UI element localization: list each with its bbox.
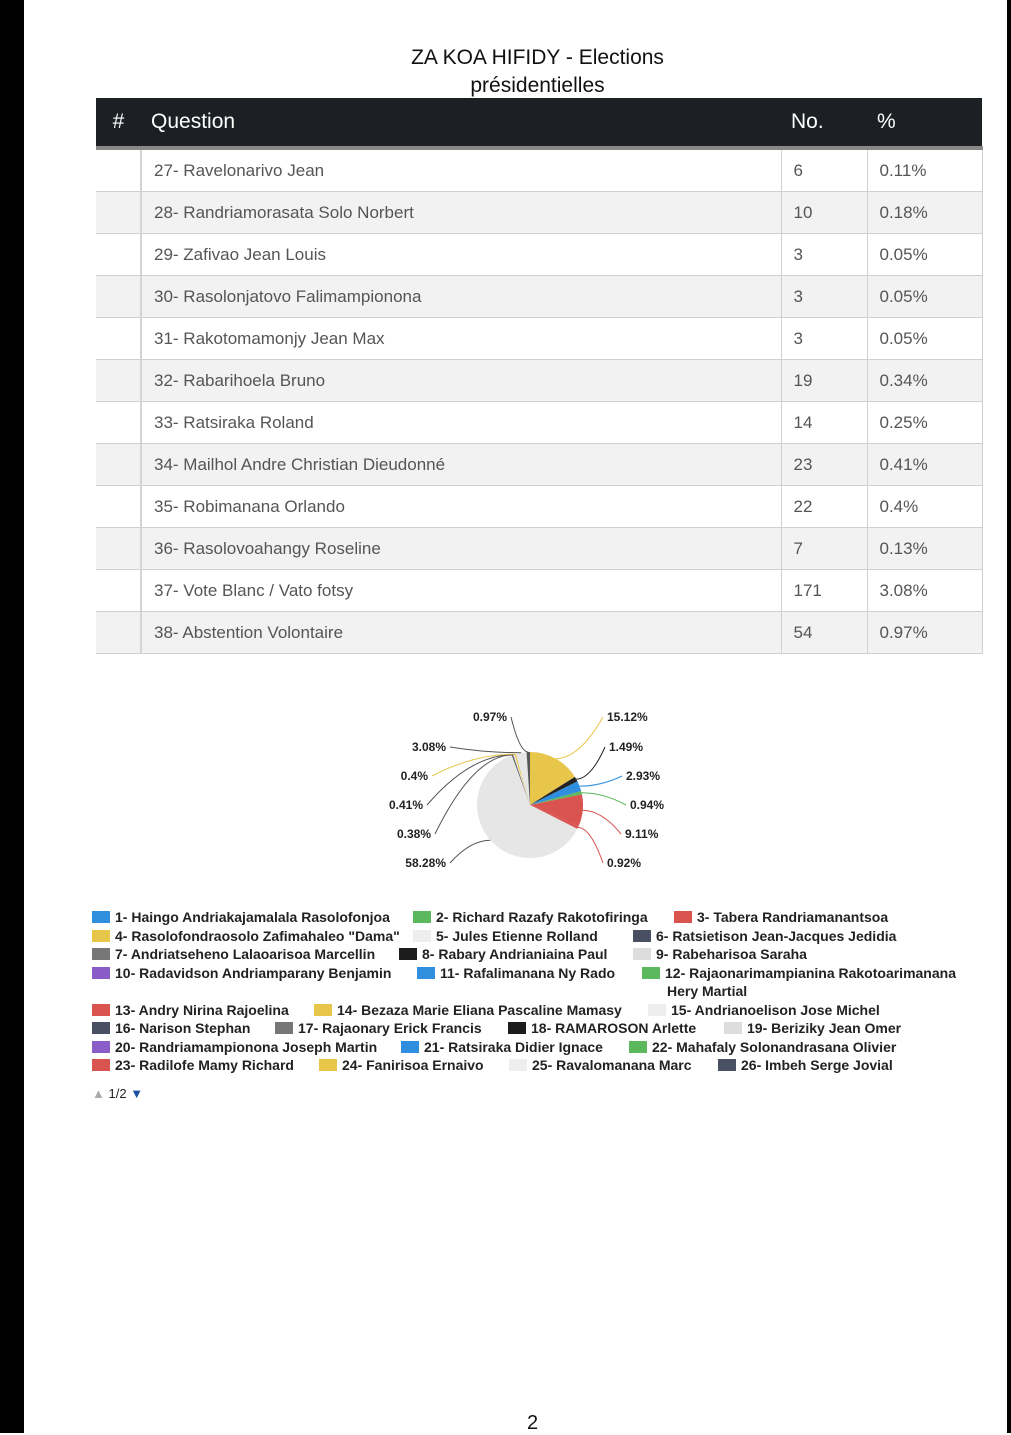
legend-item[interactable] [629, 1039, 896, 1055]
legend-item[interactable] [92, 946, 375, 962]
row-index-cell [96, 528, 141, 570]
legend-swatch [724, 1022, 742, 1034]
row-percent-cell: 0.13% [867, 528, 982, 570]
legend-label: 3- Tabera Randriamanantsoa [697, 909, 889, 925]
pie-leader-line [511, 717, 528, 752]
pie-leader-line [556, 717, 603, 759]
legend-swatch [92, 1004, 110, 1016]
row-index-cell [96, 318, 141, 360]
row-question-cell: 30- Rasolonjatovo Falimampionona [141, 276, 781, 318]
right-black-border [1007, 0, 1011, 1433]
legend-swatch [509, 1059, 527, 1071]
pie-slice-label: 0.4% [400, 769, 428, 783]
row-percent-cell: 0.05% [867, 234, 982, 276]
row-percent-cell: 0.18% [867, 192, 982, 234]
legend-swatch [314, 1004, 332, 1016]
row-count-cell: 3 [781, 276, 867, 318]
table-row [96, 570, 982, 612]
legend-label: 23- Radilofe Mamy Richard [115, 1057, 294, 1073]
legend-item[interactable] [401, 1039, 603, 1055]
legend-swatch [275, 1022, 293, 1034]
pie-slice-label: 0.38% [396, 827, 431, 841]
legend-item[interactable] [314, 1002, 622, 1018]
legend-item[interactable] [633, 946, 807, 962]
row-question-cell: 34- Mailhol Andre Christian Dieudonné [141, 444, 781, 486]
table-header-row [96, 98, 982, 148]
row-index-cell [96, 402, 141, 444]
table-row [96, 486, 982, 528]
legend-swatch [642, 967, 660, 979]
row-percent-cell: 0.4% [867, 486, 982, 528]
legend-label: 20- Randriamampionona Joseph Martin [115, 1038, 378, 1055]
row-percent-cell: 0.97% [867, 612, 982, 654]
table-row [96, 148, 982, 192]
legend-swatch [718, 1059, 736, 1071]
table-row [96, 402, 982, 444]
legend-row [92, 965, 972, 984]
legend-label: 16- Narison Stephan [115, 1020, 251, 1036]
results-table [96, 98, 983, 654]
pie-leader-line [576, 747, 605, 779]
pie-slice-label: 58.28% [405, 856, 446, 870]
legend-item[interactable] [92, 928, 400, 944]
legend-swatch [92, 1041, 110, 1053]
legend-swatch [508, 1022, 526, 1034]
legend-swatch [633, 930, 651, 942]
row-question-cell: 32- Rabarihoela Bruno [141, 360, 781, 402]
row-count-cell: 3 [781, 234, 867, 276]
header-count: No. [781, 98, 867, 148]
legend-item[interactable] [417, 965, 615, 981]
row-index-cell [96, 570, 141, 612]
row-percent-cell: 0.25% [867, 402, 982, 444]
row-count-cell: 10 [781, 192, 867, 234]
row-count-cell: 19 [781, 360, 867, 402]
legend-swatch [413, 930, 431, 942]
legend-item[interactable] [508, 1020, 696, 1036]
legend-label: 17- Rajaonary Erick Francis [298, 1020, 482, 1036]
legend-label: 26- Imbeh Serge Jovial [741, 1057, 893, 1073]
row-index-cell [96, 612, 141, 654]
header-hash: # [96, 98, 141, 148]
legend-swatch [92, 1022, 110, 1034]
legend-item[interactable] [642, 965, 956, 981]
legend-item[interactable] [92, 1057, 294, 1073]
legend-label: 1- Haingo Andriakajamalala Rasolofonjoa [115, 909, 390, 925]
legend-label: 25- Ravalomanana Marc [532, 1057, 692, 1073]
row-index-cell [96, 360, 141, 402]
row-percent-cell: 0.41% [867, 444, 982, 486]
legend-item[interactable] [92, 1002, 289, 1018]
legend-swatch [674, 911, 692, 923]
row-question-cell: 27- Ravelonarivo Jean [141, 148, 781, 192]
table-row [96, 360, 982, 402]
pie-slice-label: 0.41% [388, 798, 423, 812]
table-body [96, 148, 982, 654]
legend-label: 6- Ratsietison Jean-Jacques Jedidia [656, 927, 897, 944]
legend-label: 11- Rafalimanana Ny Rado [440, 964, 616, 981]
row-question-cell: 37- Vote Blanc / Vato fotsy [141, 570, 781, 612]
row-index-cell [96, 148, 141, 192]
row-index-cell [96, 234, 141, 276]
page-up-icon[interactable]: ▲ [92, 1086, 105, 1101]
row-question-cell: 28- Randriamorasata Solo Norbert [141, 192, 781, 234]
row-percent-cell: 0.11% [867, 148, 982, 192]
row-percent-cell: 0.05% [867, 318, 982, 360]
row-index-cell [96, 486, 141, 528]
legend-label: 15- Andrianoelison Jose Michel [671, 1001, 880, 1018]
legend-swatch [633, 948, 651, 960]
legend-item[interactable] [633, 928, 896, 944]
row-index-cell [96, 444, 141, 486]
row-count-cell: 7 [781, 528, 867, 570]
legend-row [92, 983, 972, 1002]
left-black-border [0, 0, 24, 1433]
legend-row [92, 1057, 972, 1076]
pie-leader-line [450, 840, 490, 863]
row-count-cell: 171 [781, 570, 867, 612]
legend-item[interactable] [92, 909, 390, 925]
pie-leader-line [583, 810, 621, 834]
pie-slice-label: 9.11% [625, 827, 659, 841]
legend-row [92, 1039, 972, 1058]
row-count-cell: 6 [781, 148, 867, 192]
legend-label: 24- Fanirisoa Ernaivo [342, 1057, 484, 1073]
legend-item[interactable] [648, 1002, 880, 1018]
legend-label: 8- Rabary Andrianiaina Paul [422, 946, 608, 962]
legend-item[interactable] [92, 965, 391, 981]
row-count-cell: 54 [781, 612, 867, 654]
legend-swatch [92, 1059, 110, 1071]
table-row [96, 234, 982, 276]
legend-swatch [399, 948, 417, 960]
legend-swatch [401, 1041, 419, 1053]
table-row [96, 612, 982, 654]
legend-item[interactable] [724, 1020, 901, 1036]
pie-slice-label: 15.12% [607, 710, 648, 724]
table-row [96, 318, 982, 360]
legend-item[interactable] [413, 909, 648, 925]
legend-label: 7- Andriatseheno Lalaoarisoa Marcellin [115, 946, 376, 962]
legend-label: 13- Andry Nirina Rajoelina [115, 1001, 289, 1018]
legend-label: 4- Rasolofondraosolo Zafimahaleo "Dama" [115, 927, 400, 944]
pie-chart [380, 705, 680, 885]
row-count-cell: 14 [781, 402, 867, 444]
legend-swatch [319, 1059, 337, 1071]
legend-item[interactable] [275, 1020, 482, 1036]
row-question-cell: 33- Ratsiraka Roland [141, 402, 781, 444]
legend-label: 19- Beriziky Jean Omer [747, 1020, 902, 1036]
header-question: Question [141, 98, 781, 148]
pie-slice-label: 2.93% [626, 769, 661, 783]
pie-leader-line [580, 776, 622, 786]
legend-label: 14- Bezaza Marie Eliana Pascaline Mamasy [337, 1001, 622, 1018]
legend-item[interactable] [718, 1057, 893, 1073]
pie-slice-label: 1.49% [609, 740, 644, 754]
header-percent: % [867, 98, 982, 148]
table-row [96, 528, 982, 570]
table-row [96, 192, 982, 234]
legend-item[interactable] [413, 928, 598, 944]
legend-item[interactable] [92, 1039, 377, 1055]
page-down-icon[interactable]: ▼ [130, 1086, 144, 1101]
legend-row [92, 909, 972, 928]
legend-swatch [648, 1004, 666, 1016]
pie-slice-label: 0.97% [472, 710, 507, 724]
legend-label: 2- Richard Razafy Rakotofiringa [436, 909, 648, 925]
legend-pager[interactable] [92, 1086, 143, 1101]
row-question-cell: 29- Zafivao Jean Louis [141, 234, 781, 276]
legend-item[interactable] [509, 1057, 692, 1073]
legend-item[interactable] [674, 909, 888, 925]
legend-item[interactable] [667, 983, 747, 999]
row-percent-cell: 0.34% [867, 360, 982, 402]
legend-swatch [417, 967, 435, 979]
page-number: 2 [527, 1412, 539, 1434]
row-question-cell: 31- Rakotomamonjy Jean Max [141, 318, 781, 360]
row-count-cell: 3 [781, 318, 867, 360]
page-title: ZA KOA HIFIDY - Elections présidentielles [411, 46, 664, 97]
row-count-cell: 22 [781, 486, 867, 528]
legend-swatch [92, 930, 110, 942]
legend-page-indicator: 1/2 [108, 1086, 127, 1101]
legend-swatch [629, 1041, 647, 1053]
legend-label: 18- RAMAROSON Arlette [531, 1020, 697, 1036]
legend-swatch [413, 911, 431, 923]
legend-row [92, 946, 972, 965]
legend-item[interactable] [399, 946, 607, 962]
legend-row [92, 1002, 972, 1021]
legend-label: 12- Rajaonarimampianina Rakotoarimanana [665, 964, 956, 981]
legend-label: 10- Radavidson Andriamparany Benjamin [115, 964, 392, 981]
legend-swatch [92, 967, 110, 979]
table-row [96, 276, 982, 318]
legend-label: 21- Ratsiraka Didier Ignace [424, 1038, 603, 1055]
legend-label: 9- Rabeharisoa Saraha [656, 946, 807, 962]
row-percent-cell: 0.05% [867, 276, 982, 318]
legend-label: 5- Jules Etienne Rolland [436, 927, 598, 944]
row-question-cell: 38- Abstention Volontaire [141, 612, 781, 654]
legend-row [92, 928, 972, 947]
pie-slice-label: 0.92% [607, 856, 642, 870]
legend-swatch [92, 911, 110, 923]
legend-row [92, 1020, 972, 1039]
row-question-cell: 35- Robimanana Orlando [141, 486, 781, 528]
legend-item[interactable] [92, 1020, 250, 1036]
row-count-cell: 23 [781, 444, 867, 486]
row-index-cell [96, 276, 141, 318]
pie-leader-line [450, 747, 521, 753]
pie-leader-line [578, 827, 603, 863]
pie-slice-label: 0.94% [630, 798, 665, 812]
legend-label: 22- Mahafaly Solonandrasana Olivier [652, 1038, 897, 1055]
pie-slice-label: 3.08% [411, 740, 446, 754]
legend-label: Hery Martial [667, 983, 748, 999]
table-row [96, 444, 982, 486]
row-percent-cell: 3.08% [867, 570, 982, 612]
legend-swatch [92, 948, 110, 960]
pie-leader-line [582, 793, 626, 805]
legend-item[interactable] [319, 1057, 484, 1073]
row-index-cell [96, 192, 141, 234]
chart-legend [92, 909, 972, 1076]
row-question-cell: 36- Rasolovoahangy Roseline [141, 528, 781, 570]
